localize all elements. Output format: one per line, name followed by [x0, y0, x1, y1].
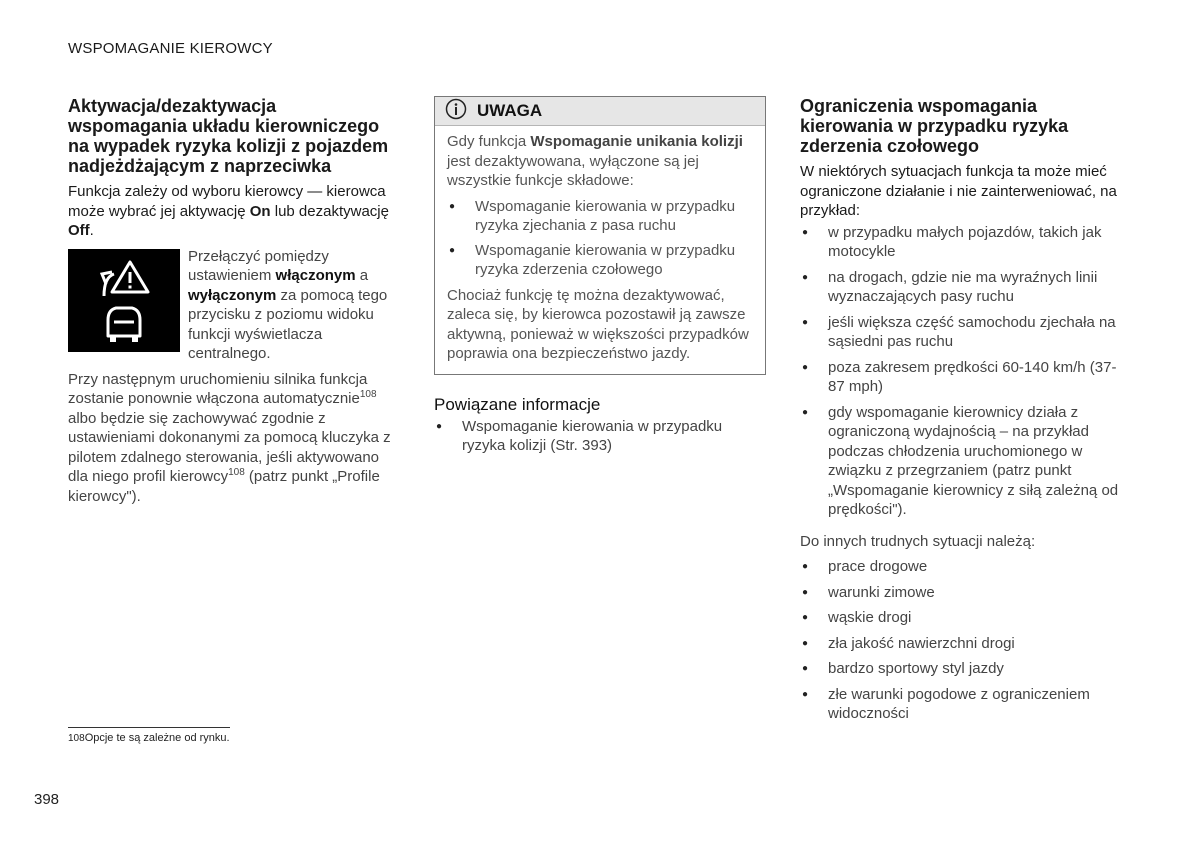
list-item: ● na drogach, gdzie nie ma wyraźnych linii wyznaczających pasy ruchu [800, 268, 1132, 307]
list-item: ● zła jakość nawierzchni drogi [800, 634, 1132, 654]
section-heading-limitations: Ograniczenia wspomagania kierowania w przypadku ryzyka zderzenia czołowego [800, 96, 1069, 156]
column-activation [68, 96, 400, 506]
note-header [435, 97, 765, 126]
button-description [68, 249, 400, 364]
note-outro: Chociaż funkcję tę można dezaktywować, zaleca się, by kierowca pozostawił ją zawsze aktywną, ponieważ w większości przypadków poprawia ona bezpieczeństwo jazdy. [447, 286, 749, 362]
note-title: UWAGA [477, 101, 543, 120]
note-intro: Gdy funkcja Wspomaganie unikania kolizji jest dezaktywowana, wyłączone są jej wszystkie funkcje składowe: [447, 133, 743, 189]
button-description-text: Przełączyć pomiędzy ustawieniem włączonym a wyłączonym za pomocą tego przycisku z poziomu widoku funkcji wyświetlacza centralnego. [188, 247, 388, 362]
list-item: ● prace drogowe [800, 557, 1132, 577]
steering-assist-oncoming-icon [68, 249, 180, 352]
footnote: 108Opcje te są zależne od rynku. [68, 732, 230, 744]
column-limitations [800, 96, 1132, 730]
list-item: ● warunki zimowe [800, 583, 1132, 603]
page-number: 398 [34, 791, 60, 808]
footnote-rule [68, 727, 230, 728]
info-icon [445, 98, 467, 125]
list-item: ● Wspomaganie kierowania w przypadku ryzyka zderzenia czołowego [447, 241, 753, 280]
list-item: ● gdy wspomaganie kierownicy działa z ograniczoną wydajnością – na przykład podczas chłodzenia uruchomionego w związku z przegrzaniem (patrz punkt „Wspomaganie kierownicy z siłą zależną od prędkości"). [800, 403, 1132, 520]
related-heading: Powiązane informacje [434, 394, 601, 414]
intro-paragraph: Funkcja zależy od wyboru kierowcy — kierowca może wybrać jej aktywację On lub dezaktywację Off. [68, 183, 389, 239]
note-list [447, 197, 753, 280]
related-link[interactable]: ● Wspomaganie kierowania w przypadku ryzyka kolizji (Str. 393) [434, 417, 766, 456]
list-item: ● Wspomaganie kierowania w przypadku ryzyka zjechania z pasa ruchu [447, 197, 753, 236]
other-situations-intro: Do innych trudnych sytuacji należą: [800, 532, 1036, 550]
restart-paragraph: Przy następnym uruchomieniu silnika funkcja zostanie ponownie włączona automatycznie$^{108}$ albo będzie się zachowywać zgodnie z ustawieniami dokonanymi za pomocą kluczyka z pilotem zdalnego sterowania, jeśli aktywowano dla niego profil kierowcy$^{108}$ (patrz punkt „Profile kierowcy"). [68, 370, 391, 505]
limitations-intro: W niektórych sytuacjach funkcja ta może mieć ograniczone działanie i nie zainterweniować, na przykład: [800, 163, 1117, 219]
limitations-list [800, 223, 1132, 520]
related-list [434, 417, 766, 456]
list-item: ● w przypadku małych pojazdów, takich jak motocykle [800, 223, 1132, 262]
section-heading-activation: Aktywacja/dezaktywacja wspomagania układu kierowniczego na wypadek ryzyka kolizji z pojazdem nadjeżdżającym z naprzeciwka [68, 96, 389, 176]
note-box [434, 96, 766, 375]
list-item: ● jeśli większa część samochodu zjechała na sąsiedni pas ruchu [800, 313, 1132, 352]
list-item: ● poza zakresem prędkości 60-140 km/h (37-87 mph) [800, 358, 1132, 397]
note-body [435, 126, 765, 364]
list-item: ● złe warunki pogodowe z ograniczeniem widoczności [800, 685, 1132, 724]
list-item: ● wąskie drogi [800, 608, 1132, 628]
running-header: WSPOMAGANIE KIEROWCY [68, 40, 273, 57]
column-note [434, 96, 766, 456]
other-situations-list [800, 557, 1132, 724]
list-item: ● bardzo sportowy styl jazdy [800, 659, 1132, 679]
